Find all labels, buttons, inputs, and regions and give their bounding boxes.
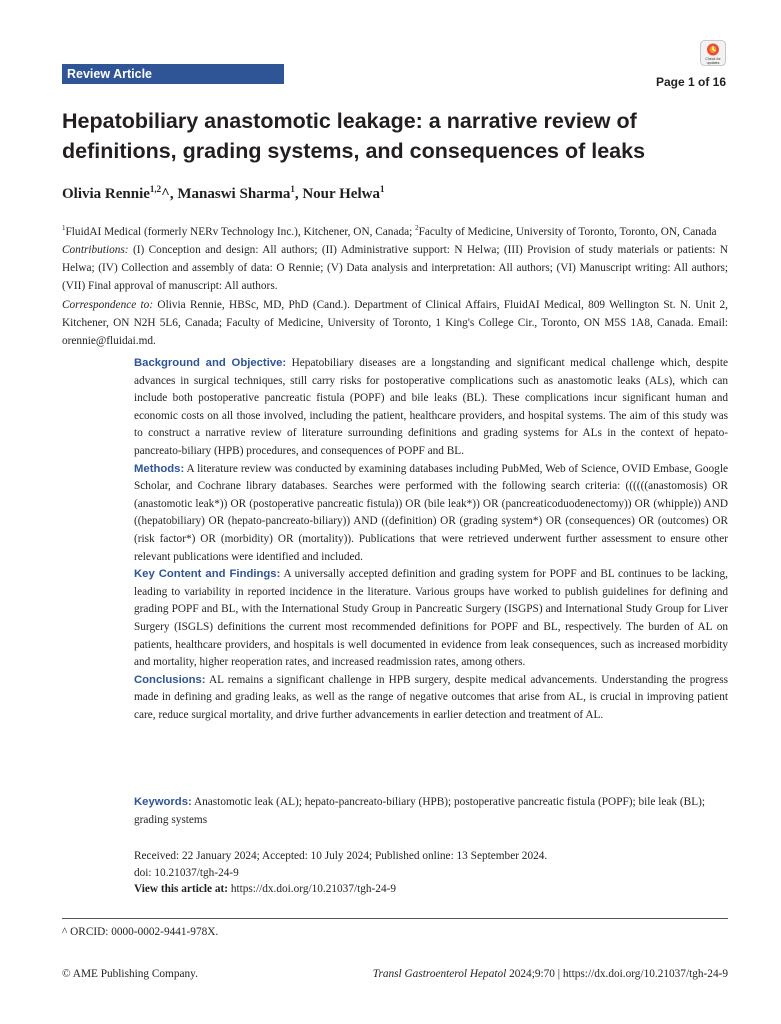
- view-article-label: View this article at:: [134, 883, 229, 895]
- view-article-line: [134, 881, 728, 898]
- journal-name: Transl Gastroenterol Hepatol: [372, 968, 507, 980]
- history-dates: Received: 22 January 2024; Accepted: 10 July 2024; Published online: 13 September 2024.: [134, 850, 548, 862]
- author-affiliation-sup: 1: [379, 184, 385, 194]
- journal-citation: [373, 968, 728, 980]
- orcid-mark: ^: [161, 186, 170, 202]
- keywords-text: Anastomotic leak (AL); hepato-pancreato-biliary (HPB); postoperative pancreatic fistula (POPF); bile leak (BL); grading systems: [134, 796, 705, 826]
- keywords-heading: Keywords:: [134, 796, 192, 808]
- author-name: Olivia Rennie: [62, 186, 150, 202]
- affiliation-sup: 1: [62, 224, 66, 232]
- view-article-link[interactable]: https://dx.doi.org/10.21037/tgh-24-9: [228, 883, 397, 895]
- check-for-updates-badge[interactable]: [700, 40, 726, 66]
- check-updates-line1: Check for: [705, 57, 721, 61]
- correspondence-text: Olivia Rennie, HBSc, MD, PhD (Cand.). Department of Clinical Affairs, FluidAI Medical, 809 Wellington St. N. Unit 2, Kitchener, ON N2H 5L6, Canada; Faculty of Medicine, University of Toronto, 1 King's College Cir., Toronto, ON M5S 1A8, Canada. Email: orennie@fluidai.md.: [62, 298, 729, 347]
- check-updates-line2: updates: [706, 61, 720, 65]
- footnote-divider: [62, 918, 728, 919]
- check-updates-icon: [700, 40, 726, 66]
- abstract-methods: [134, 461, 728, 567]
- keywords: [134, 794, 728, 829]
- abstract-text: AL remains a significant challenge in HPB surgery, despite medical advancements. Understanding the progress made in defining and grading leaks, as well as the range of negative outcomes that arise from AL, is crucial in improving patient care, reduce surgical mortality, and drive further advancements in earlier detection and treatment of AL.: [134, 673, 728, 721]
- article-type-badge: Review Article: [62, 64, 284, 84]
- orcid-footnote: ^ ORCID: 0000-0002-9441-978X.: [62, 926, 219, 938]
- affiliation-sup: 2: [415, 224, 419, 232]
- contributions-label: Contributions:: [62, 243, 129, 256]
- author-name: Nour Helwa: [302, 186, 380, 202]
- contributions-text: (I) Conception and design: All authors; (II) Administrative support: N Helwa; (III) Provision of study materials or patients: N Helwa; (IV) Collection and assembly of data: O Rennie; (V) Data analysis and interpretation: All authors; (VI) Manuscript writing: All authors; (VII) Final approval of manuscript: All authors.: [62, 243, 728, 293]
- correspondence: [62, 296, 728, 351]
- affiliation-text: Faculty of Medicine, University of Toronto, Toronto, ON, Canada: [418, 225, 717, 238]
- author-affiliation-sup: 1,2: [149, 184, 162, 194]
- abstract-heading: Conclusions:: [134, 673, 206, 686]
- abstract-heading: Methods:: [134, 462, 185, 475]
- author-list: Olivia Rennie$^{1,2}$^, Manaswi Sharma$^1$, Nour Helwa$^1$: [62, 184, 385, 202]
- article-history: [134, 848, 728, 898]
- abstract-heading: Key Content and Findings:: [134, 568, 281, 581]
- author-affiliation-sup: 1: [290, 184, 295, 194]
- publisher-copyright: © AME Publishing Company.: [62, 968, 198, 980]
- abstract-text: Hepatobiliary diseases are a longstanding and significant medical challenge which, despite advances in surgical techniques, still carry risks for postoperative complications such as anastomotic leaks (ALs), which can include both postoperative pancreatic fistula (POPF) and bile leaks (BL). These complications incur significant human and economic costs on all those involved, including the patient, healthcare providers, and hospital systems. The aim of this study was to construct a narrative review of literature surrounding definitions and grading systems for ALs in the context of hepato-pancreato-biliary (HPB) procedures, and consequences of POPF and BL.: [134, 357, 729, 457]
- doi: doi: 10.21037/tgh-24-9: [134, 866, 239, 879]
- correspondence-label: Correspondence to:: [62, 298, 154, 311]
- affiliations: [62, 219, 728, 241]
- author-name: Manaswi Sharma: [177, 186, 291, 202]
- affiliations-block: [62, 219, 728, 350]
- citation-text: 2024;9:70 | https://dx.doi.org/10.21037/tgh-24-9: [506, 968, 728, 980]
- abstract-findings: [134, 566, 728, 672]
- abstract-conclusions: [134, 672, 728, 725]
- abstract: [134, 355, 728, 724]
- abstract-heading: Background and Objective:: [134, 357, 287, 369]
- page-number: Page 1 of 16: [655, 75, 726, 89]
- article-title: Hepatobiliary anastomotic leakage: a narrative review of definitions, grading systems, and consequences of leaks: [62, 109, 646, 163]
- abstract-background: [134, 355, 728, 461]
- abstract-text: A universally accepted definition and grading system for POPF and BL continues to be lacking, leading to variability in reported incidence in the literature. Various groups have worked to publish guidelines for defining and grading POPF and BL, with the International Study Group in Pancreatic Surgery (ISGPS) and International Study Group for Liver Surgery (ISGLS) definitions the current most recommended definitions for POPF and BL, respectively. The burden of AL on patients, healthcare providers, and hospitals is well documented in evidence from leak consequences, such as increased morbidity and mortality, higher reoperation rates, and increased readmission rates, among others.: [134, 568, 728, 669]
- abstract-text: A literature review was conducted by examining databases including PubMed, Web of Science, OVID Embase, Google Scholar, and Cochrane library databases. Searches were performed with the following search criteria: ((((((anastomosis) OR (anastomotic leak*)) OR (postoperative pancreatic fistula)) OR (bile leak*)) OR (pancreaticoduodenectomy)) OR (whipple)) AND ((hepatobiliary) OR (hepato-pancreato-biliary)) AND ((definition) OR (grading system*) OR (consequences) OR (outcomes) OR (risk factor*) OR (morbidity) OR (mortality)). Publications that were retrieved underwent further assessment to ensure other relevant publications were identified and included.: [134, 462, 728, 563]
- contributions: [62, 241, 728, 296]
- affiliation-text: FluidAI Medical (formerly NERv Technology Inc.), Kitchener, ON, Canada;: [65, 225, 416, 238]
